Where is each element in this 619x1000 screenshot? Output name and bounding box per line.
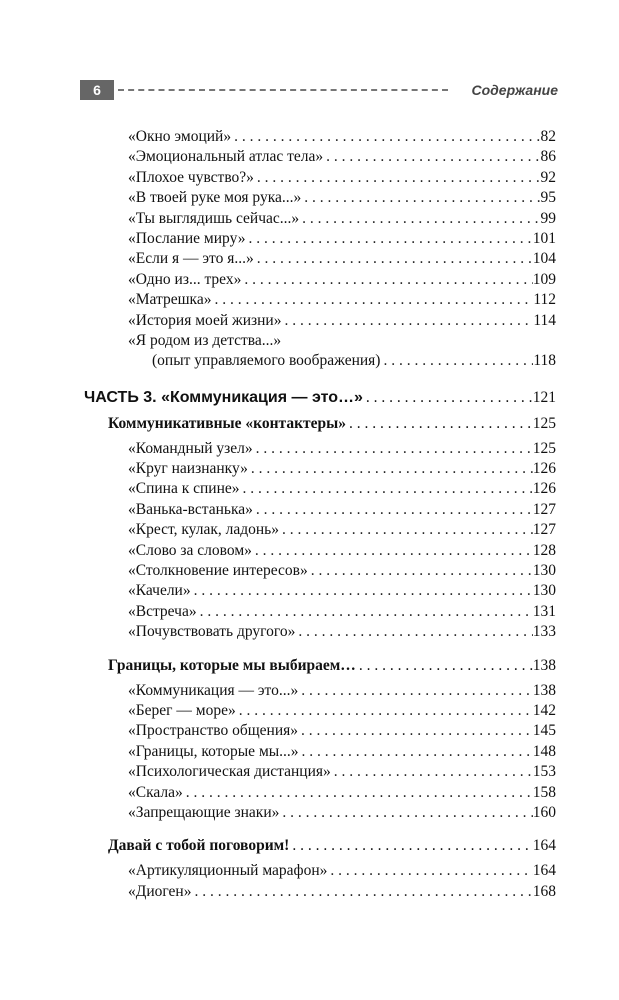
toc-group	[0, 439, 619, 643]
leader-dots	[236, 701, 533, 721]
toc-entry-title: «Запрещающие знаки»	[128, 803, 280, 821]
toc-entry-page: 82	[540, 128, 556, 145]
leader-dots	[281, 311, 533, 331]
toc-group	[0, 861, 619, 902]
section-heading[interactable]	[108, 655, 556, 677]
leader-dots	[346, 413, 533, 435]
toc-entry[interactable]	[128, 681, 556, 701]
toc-entry-title: «Качели»	[128, 582, 191, 600]
section-page: 164	[532, 837, 556, 855]
toc-entry-page: 127	[532, 500, 556, 518]
toc-entry[interactable]	[128, 249, 556, 269]
toc-entry-page: 104	[532, 250, 556, 268]
leader-dots	[240, 479, 533, 499]
toc-entry[interactable]	[128, 209, 556, 229]
toc-entry-page: 118	[533, 352, 556, 370]
leader-dots	[254, 249, 533, 269]
leader-dots	[245, 229, 532, 249]
toc-entry-title: «Если я — это я...»	[128, 250, 254, 268]
toc-entry-page: 114	[533, 311, 556, 329]
toc-entry-title: «Матрешка»	[128, 291, 212, 309]
toc-entry-title: «Пространство общения»	[128, 722, 299, 740]
toc-entry-page: 126	[532, 480, 556, 498]
toc-entry-page: 92	[540, 168, 556, 186]
leader-dots	[254, 168, 541, 188]
leader-dots	[308, 561, 533, 581]
toc-entry-page: 158	[532, 783, 556, 801]
toc-entry-title: «Столкновение интересов»	[128, 562, 308, 580]
toc-entry[interactable]	[128, 561, 556, 581]
leader-dots	[299, 742, 533, 762]
toc-entry-title: «Спина к спине»	[128, 480, 240, 498]
toc-entry-title: «Окно эмоций»	[128, 128, 232, 145]
toc-entry[interactable]	[128, 500, 556, 520]
running-title: Содержание	[471, 82, 558, 98]
leader-dots	[356, 655, 533, 677]
toc-entry[interactable]	[128, 520, 556, 540]
toc-entry[interactable]	[128, 581, 556, 601]
leader-dots	[241, 270, 532, 290]
toc-entry-page: 148	[532, 742, 556, 760]
toc-entry-page: 109	[532, 270, 556, 288]
toc-entry[interactable]	[128, 762, 556, 782]
toc-entry-title: «Диоген»	[128, 882, 192, 900]
part-heading[interactable]	[84, 387, 556, 409]
toc-entry[interactable]	[128, 127, 556, 147]
toc-entry-title: «Послание миру»	[128, 229, 246, 247]
toc-entry-title: (опыт управляемого воображения)	[152, 352, 381, 370]
leader-dots	[301, 188, 540, 208]
toc-entry[interactable]	[128, 168, 556, 188]
toc-entry-page: 86	[540, 148, 556, 166]
toc-entry-title: «В твоей руке моя рука...»	[128, 189, 302, 207]
toc-entry-page: 127	[532, 521, 556, 539]
part-page: 121	[532, 388, 556, 406]
part-title: ЧАСТЬ 3. «Коммуникация — это…»	[84, 388, 363, 406]
running-header	[80, 80, 558, 100]
leader-dots	[211, 290, 533, 310]
toc-entry-title: «Психологическая дистанция»	[128, 763, 331, 781]
toc-entry-page: 99	[540, 209, 556, 227]
leader-dots	[298, 721, 533, 741]
toc-entry-page: 130	[532, 562, 556, 580]
leader-dots	[191, 581, 533, 601]
toc-entry-page: 133	[532, 623, 556, 641]
section-heading[interactable]	[108, 835, 556, 857]
toc-entry-page: 101	[532, 229, 556, 247]
leader-dots	[331, 762, 533, 782]
leader-dots	[327, 861, 532, 881]
toc-entry-page: 153	[532, 763, 556, 781]
toc-entry[interactable]	[128, 861, 556, 881]
toc-entry[interactable]	[128, 701, 556, 721]
leader-dots	[298, 681, 533, 701]
leader-dots	[289, 835, 532, 857]
leader-dots	[323, 147, 540, 167]
section-title: Границы, которые мы выбираем…	[108, 656, 356, 674]
leader-dots	[197, 602, 533, 622]
toc-entry-title: «Встреча»	[128, 602, 197, 620]
toc-entry-page: 168	[532, 882, 556, 900]
toc-entry-line[interactable]: «Я родом из детства...»	[128, 331, 282, 349]
section-title: Давай с тобой поговорим!	[108, 837, 290, 855]
leader-dots	[299, 209, 540, 229]
leader-dots	[253, 439, 533, 459]
toc-entry[interactable]	[128, 882, 556, 902]
toc-entry-page: 130	[532, 582, 556, 600]
toc-entry-page: 138	[532, 681, 556, 699]
toc-entry[interactable]	[128, 270, 556, 290]
leader-dots	[279, 520, 533, 540]
toc-entry-page: 160	[532, 803, 556, 821]
section-page: 125	[532, 414, 556, 432]
leader-dots	[248, 459, 533, 479]
leader-dots	[183, 783, 533, 803]
toc-entry-page: 128	[532, 541, 556, 559]
toc-entry-title: «Крест, кулак, ладонь»	[128, 521, 279, 539]
toc-entry[interactable]	[128, 439, 556, 459]
toc-entry-title: «Почувствовать другого»	[128, 623, 296, 641]
toc-entry-title: «Командный узел»	[128, 439, 253, 457]
toc-entry-title: «Круг наизнанку»	[128, 460, 248, 478]
toc-entry-title: «Берег — море»	[128, 701, 236, 719]
toc-entry[interactable]	[128, 742, 556, 762]
section-title: Коммуникативные «контактеры»	[108, 414, 347, 432]
toc-entry-page: 131	[532, 602, 556, 620]
toc-entry[interactable]	[128, 721, 556, 741]
toc-group	[0, 127, 619, 331]
leader-dots	[231, 127, 540, 147]
toc-entry-title: «Плохое чувство?»	[128, 168, 254, 186]
toc-entry-title: «Границы, которые мы...»	[128, 742, 299, 760]
toc-entry[interactable]	[128, 622, 556, 642]
leader-dots	[279, 803, 532, 823]
leader-dots	[295, 622, 532, 642]
toc-entry-page: 125	[532, 439, 556, 457]
toc-entry-title: «Ванька-встанька»	[128, 500, 253, 518]
section-heading[interactable]	[108, 413, 556, 435]
toc-entry[interactable]	[128, 479, 556, 499]
toc-entry[interactable]	[128, 541, 556, 561]
toc-entry-title: «Ты выглядишь сейчас...»	[128, 209, 300, 227]
leader-dots	[380, 351, 533, 371]
toc-entry-page: 145	[532, 722, 556, 740]
toc-entry[interactable]	[128, 783, 556, 803]
toc-group	[0, 681, 619, 824]
toc-entry-page: 164	[532, 862, 556, 880]
header-divider	[118, 89, 448, 91]
page-number: 6	[80, 80, 114, 100]
toc-entry[interactable]	[128, 803, 556, 823]
toc-entry[interactable]	[152, 351, 556, 371]
toc-entry[interactable]	[128, 147, 556, 167]
toc-entry-title: «Эмоциональный атлас тела»	[128, 148, 324, 166]
toc-entry-title: «История моей жизни»	[128, 311, 282, 329]
toc-entry-page: 126	[532, 460, 556, 478]
leader-dots	[252, 541, 533, 561]
toc-entry-title: «Коммуникация — это...»	[128, 681, 299, 699]
toc-entry[interactable]	[128, 188, 556, 208]
toc-entry[interactable]	[128, 311, 556, 331]
toc-entry-title: «Скала»	[128, 783, 183, 801]
toc-entry-title: «Артикуляционный марафон»	[128, 862, 328, 880]
table-of-contents	[0, 127, 619, 902]
section-page: 138	[532, 656, 556, 674]
toc-entry-title: «Слово за словом»	[128, 541, 252, 559]
leader-dots	[363, 387, 533, 409]
toc-entry-page: 112	[533, 291, 556, 309]
toc-entry[interactable]	[128, 459, 556, 479]
leader-dots	[191, 882, 532, 902]
leader-dots	[253, 500, 533, 520]
toc-entry[interactable]	[128, 229, 556, 249]
toc-entry[interactable]	[128, 602, 556, 622]
toc-entry-page: 95	[540, 189, 556, 207]
toc-entry-page: 142	[532, 701, 556, 719]
toc-entry[interactable]	[128, 290, 556, 310]
toc-entry-title: «Одно из... трех»	[128, 270, 242, 288]
